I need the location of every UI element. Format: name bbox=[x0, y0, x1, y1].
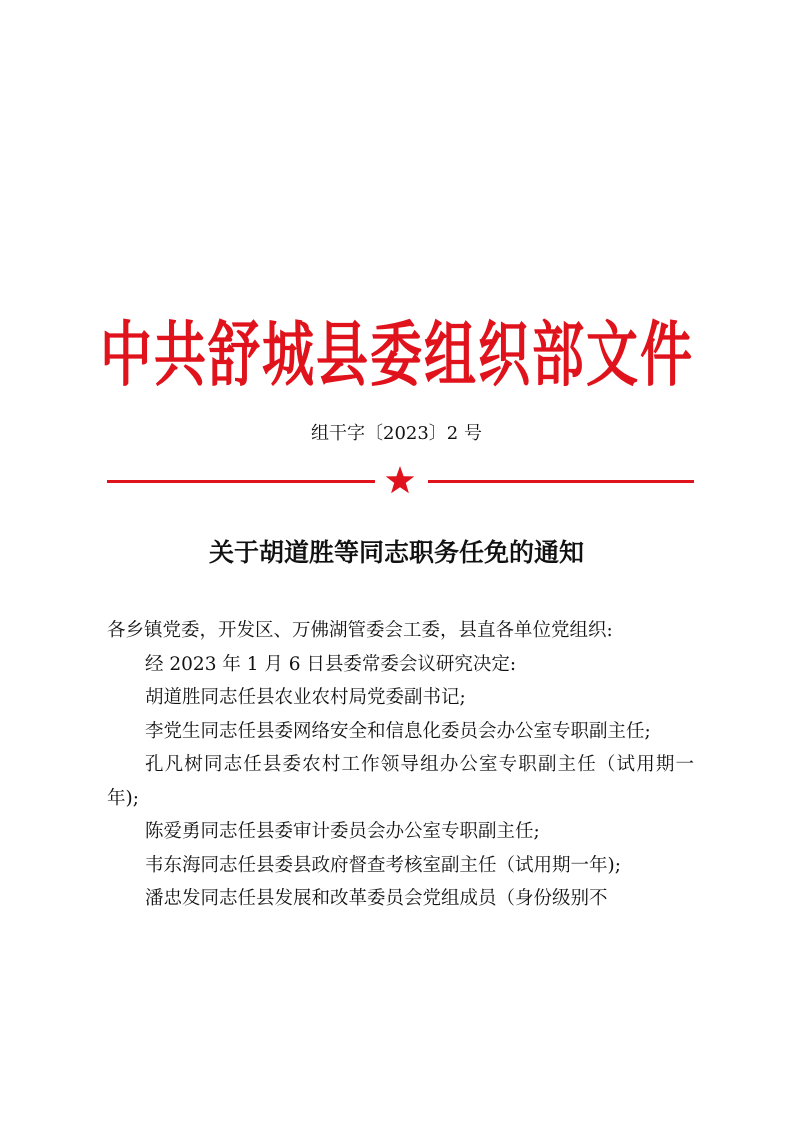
body-paragraph: 经 2023 年 1 月 6 日县委常委会议研究决定: bbox=[145, 653, 517, 675]
document-number: 组干字〔2023〕2 号 bbox=[311, 423, 482, 444]
header-divider-left bbox=[107, 480, 375, 483]
star-icon bbox=[384, 465, 416, 497]
document-header-title: 中共舒城县委组织部文件 bbox=[100, 315, 695, 397]
addressee-line: 各乡镇党委，开发区、万佛湖管委会工委，县直各单位党组织: bbox=[107, 620, 613, 641]
body-paragraph: 陈爱勇同志任县委审计委员会办公室专职副主任; bbox=[145, 821, 540, 842]
body-paragraph: 李党生同志任县委网络安全和信息化委员会办公室专职副主任; bbox=[145, 720, 651, 742]
notice-body bbox=[107, 614, 694, 916]
body-paragraph: 潘忠发同志任县发展和改革委员会党组成员（身份级别不 bbox=[145, 888, 608, 909]
body-paragraph: 胡道胜同志任县农业农村局党委副书记; bbox=[145, 687, 466, 708]
body-paragraph: 韦东海同志任县委县政府督查考核室副主任（试用期一年); bbox=[145, 854, 621, 876]
body-paragraph: 孔凡树同志任县委农村工作领导组办公室专职副主任（试用期一年); bbox=[107, 754, 694, 809]
header-divider-right bbox=[428, 480, 694, 483]
notice-title: 关于胡道胜等同志职务任免的通知 bbox=[208, 538, 584, 567]
